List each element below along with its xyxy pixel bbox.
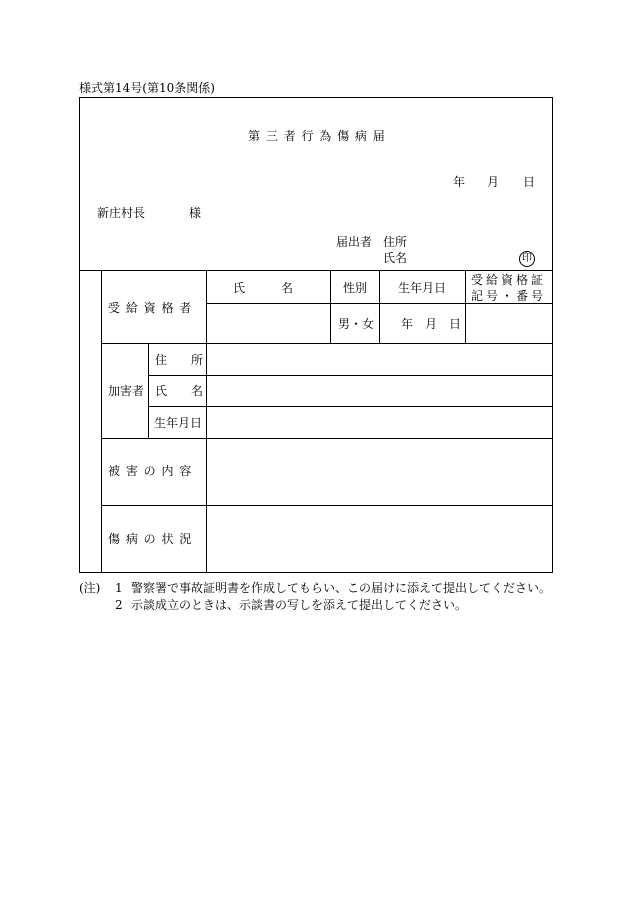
note-text: 示談成立のときは、示談書の写しを添えて提出してください。 xyxy=(131,598,468,612)
note-text: 警察署で事故証明書を作成してもらい、この届けに添えて提出してください。 xyxy=(131,581,552,595)
grid-line xyxy=(465,270,466,343)
margin-line xyxy=(101,270,102,572)
notifier-name-label: 氏名 xyxy=(383,251,408,265)
grid-line xyxy=(101,343,552,344)
grid-line xyxy=(148,375,552,376)
grid-line xyxy=(148,406,552,407)
notifier-label: 届出者 xyxy=(336,235,373,249)
date-month: 月 xyxy=(487,175,500,189)
recipient-cert-header-1: 受給資格証 xyxy=(471,273,547,287)
date-year: 年 xyxy=(453,175,466,189)
perpetrator-name-label: 氏 名 xyxy=(155,384,204,398)
perpetrator-dob-label: 生年月日 xyxy=(154,416,203,430)
note-number: 2 xyxy=(115,598,123,612)
damage-label: 被 害 の 内 容 xyxy=(108,464,193,478)
perpetrator-label: 加害者 xyxy=(108,384,145,398)
recipient-cert-header-2: 記号・番号 xyxy=(471,289,547,303)
recipient-sex-value: 男・女 xyxy=(338,317,375,331)
injury-label: 傷 病 の 状 況 xyxy=(108,532,193,546)
note-number: 1 xyxy=(115,581,123,595)
grid-line xyxy=(206,270,207,572)
recipient-label: 受 給 資 格 者 xyxy=(108,301,193,315)
addressee-honorific: 様 xyxy=(189,206,202,220)
seal-mark: 印 xyxy=(519,251,535,267)
grid-line xyxy=(379,270,380,343)
notifier-address-label: 住所 xyxy=(383,235,408,249)
form-number: 様式第14号(第10条関係) xyxy=(79,81,215,95)
date-day: 日 xyxy=(523,175,536,189)
grid-line xyxy=(206,303,552,304)
form-frame xyxy=(79,97,553,573)
grid-line xyxy=(148,343,149,438)
section-divider xyxy=(79,270,552,271)
notes-marker: (注) xyxy=(79,581,101,595)
recipient-dob-header: 生年月日 xyxy=(398,281,447,295)
grid-line xyxy=(101,505,552,506)
grid-line xyxy=(101,438,552,439)
grid-line xyxy=(330,270,331,343)
form-title: 第 三 者 行 為 傷 病 届 xyxy=(248,129,386,143)
recipient-name-header: 氏 名 xyxy=(233,281,294,295)
perpetrator-address-label: 住 所 xyxy=(155,353,204,367)
recipient-dob-value: 年 月 日 xyxy=(401,317,462,331)
addressee-name: 新庄村長 xyxy=(97,206,146,220)
recipient-sex-header: 性別 xyxy=(343,281,368,295)
